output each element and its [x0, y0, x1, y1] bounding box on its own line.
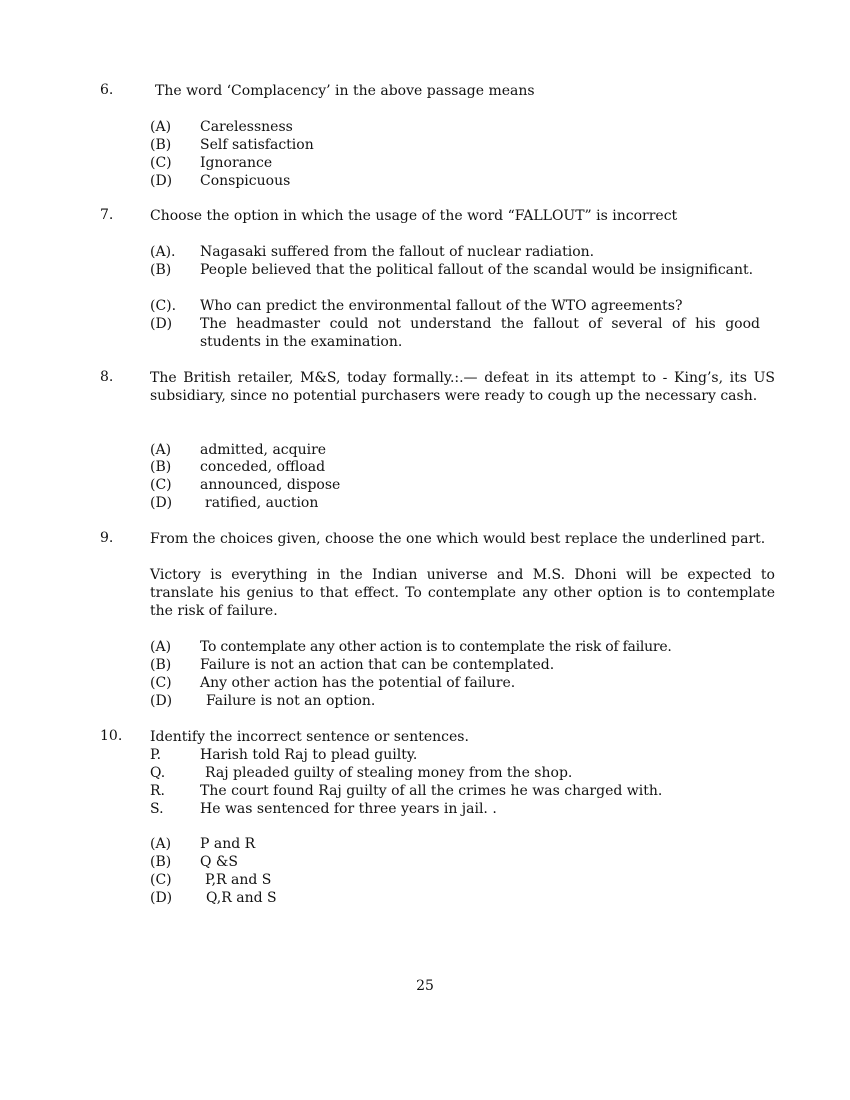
question-passage: Victory is everything in the Indian universe and M.S. Dhoni will be expected to translate his genius to that effect. To contemplate any other option is to contemplate the risk of failure.	[150, 567, 775, 619]
question-number: 7.	[100, 207, 114, 223]
exam-page: 6. The word ‘Complacency’ in the above passage means (A) Carelessness (B) Self satisfaction (C) Ignorance (D) Conspicuous 7. Choose the option in which the usage of the word “FALLOUT” is incorrect (A). Nagasaki suffered from the fallout of nuclear radiation. (B) People believed that the political fallout of the scandal would be insignificant. (C). Who can predict the environmental fallout of the WTO agreements? (D) The headmaster could not understand the fallout of several of his good students in the examination. 8. The British retailer, M&S, today formally.:.— defeat in its attempt to - King’s, its US subsidiary, since no potential purchasers were ready to cough up the necessary cash. (A) admitted, acquire (B) conceded, offload (C) announced, dispose (D) ratified, auction 9. From the choices given, choose the one which would best replace the underlined part. Victory is everything in the Indian universe and M.S. Dhoni will be expected to translate his genius to that effect. To contemplate any other option is to contemplate the risk of failure. (A) To contemplate any other action is to contemplate the risk of failure. (B) Failure is not an action that can be contemplated. (C) Any other action has the potential of failure. (D) Failure is not an option. 10. Identify the incorrect sentence or sentences. P. Harish told Raj to plead guilty. Q. Raj pleaded guilty of stealing money from the shop. R. The court found Raj guilty of all the crimes he was charged with. S. He was sentenced for three years in jail. . (A) P and R (B) Q &S (C) P,R and S (D) Q,R and S 25	[0, 0, 850, 1100]
question-stem: The British retailer, M&S, today formally.:.— defeat in its attempt to - King’s, its US subsidiary, since no potential purchasers were ready to cough up the necessary cash.	[150, 370, 775, 404]
question-number: 9.	[100, 530, 114, 546]
question-stem: The word ‘Complacency’ in the above passage means	[155, 83, 535, 99]
page-number: 25	[416, 978, 434, 994]
question-number: 6.	[100, 82, 114, 98]
question-stem: From the choices given, choose the one which would best replace the underlined part.	[150, 531, 766, 547]
question-number: 8.	[100, 369, 114, 385]
question-number: 10.	[100, 728, 123, 744]
question-stem: Identify the incorrect sentence or sentences.	[150, 729, 469, 745]
question-stem: Choose the option in which the usage of the word “FALLOUT” is incorrect	[150, 208, 678, 224]
